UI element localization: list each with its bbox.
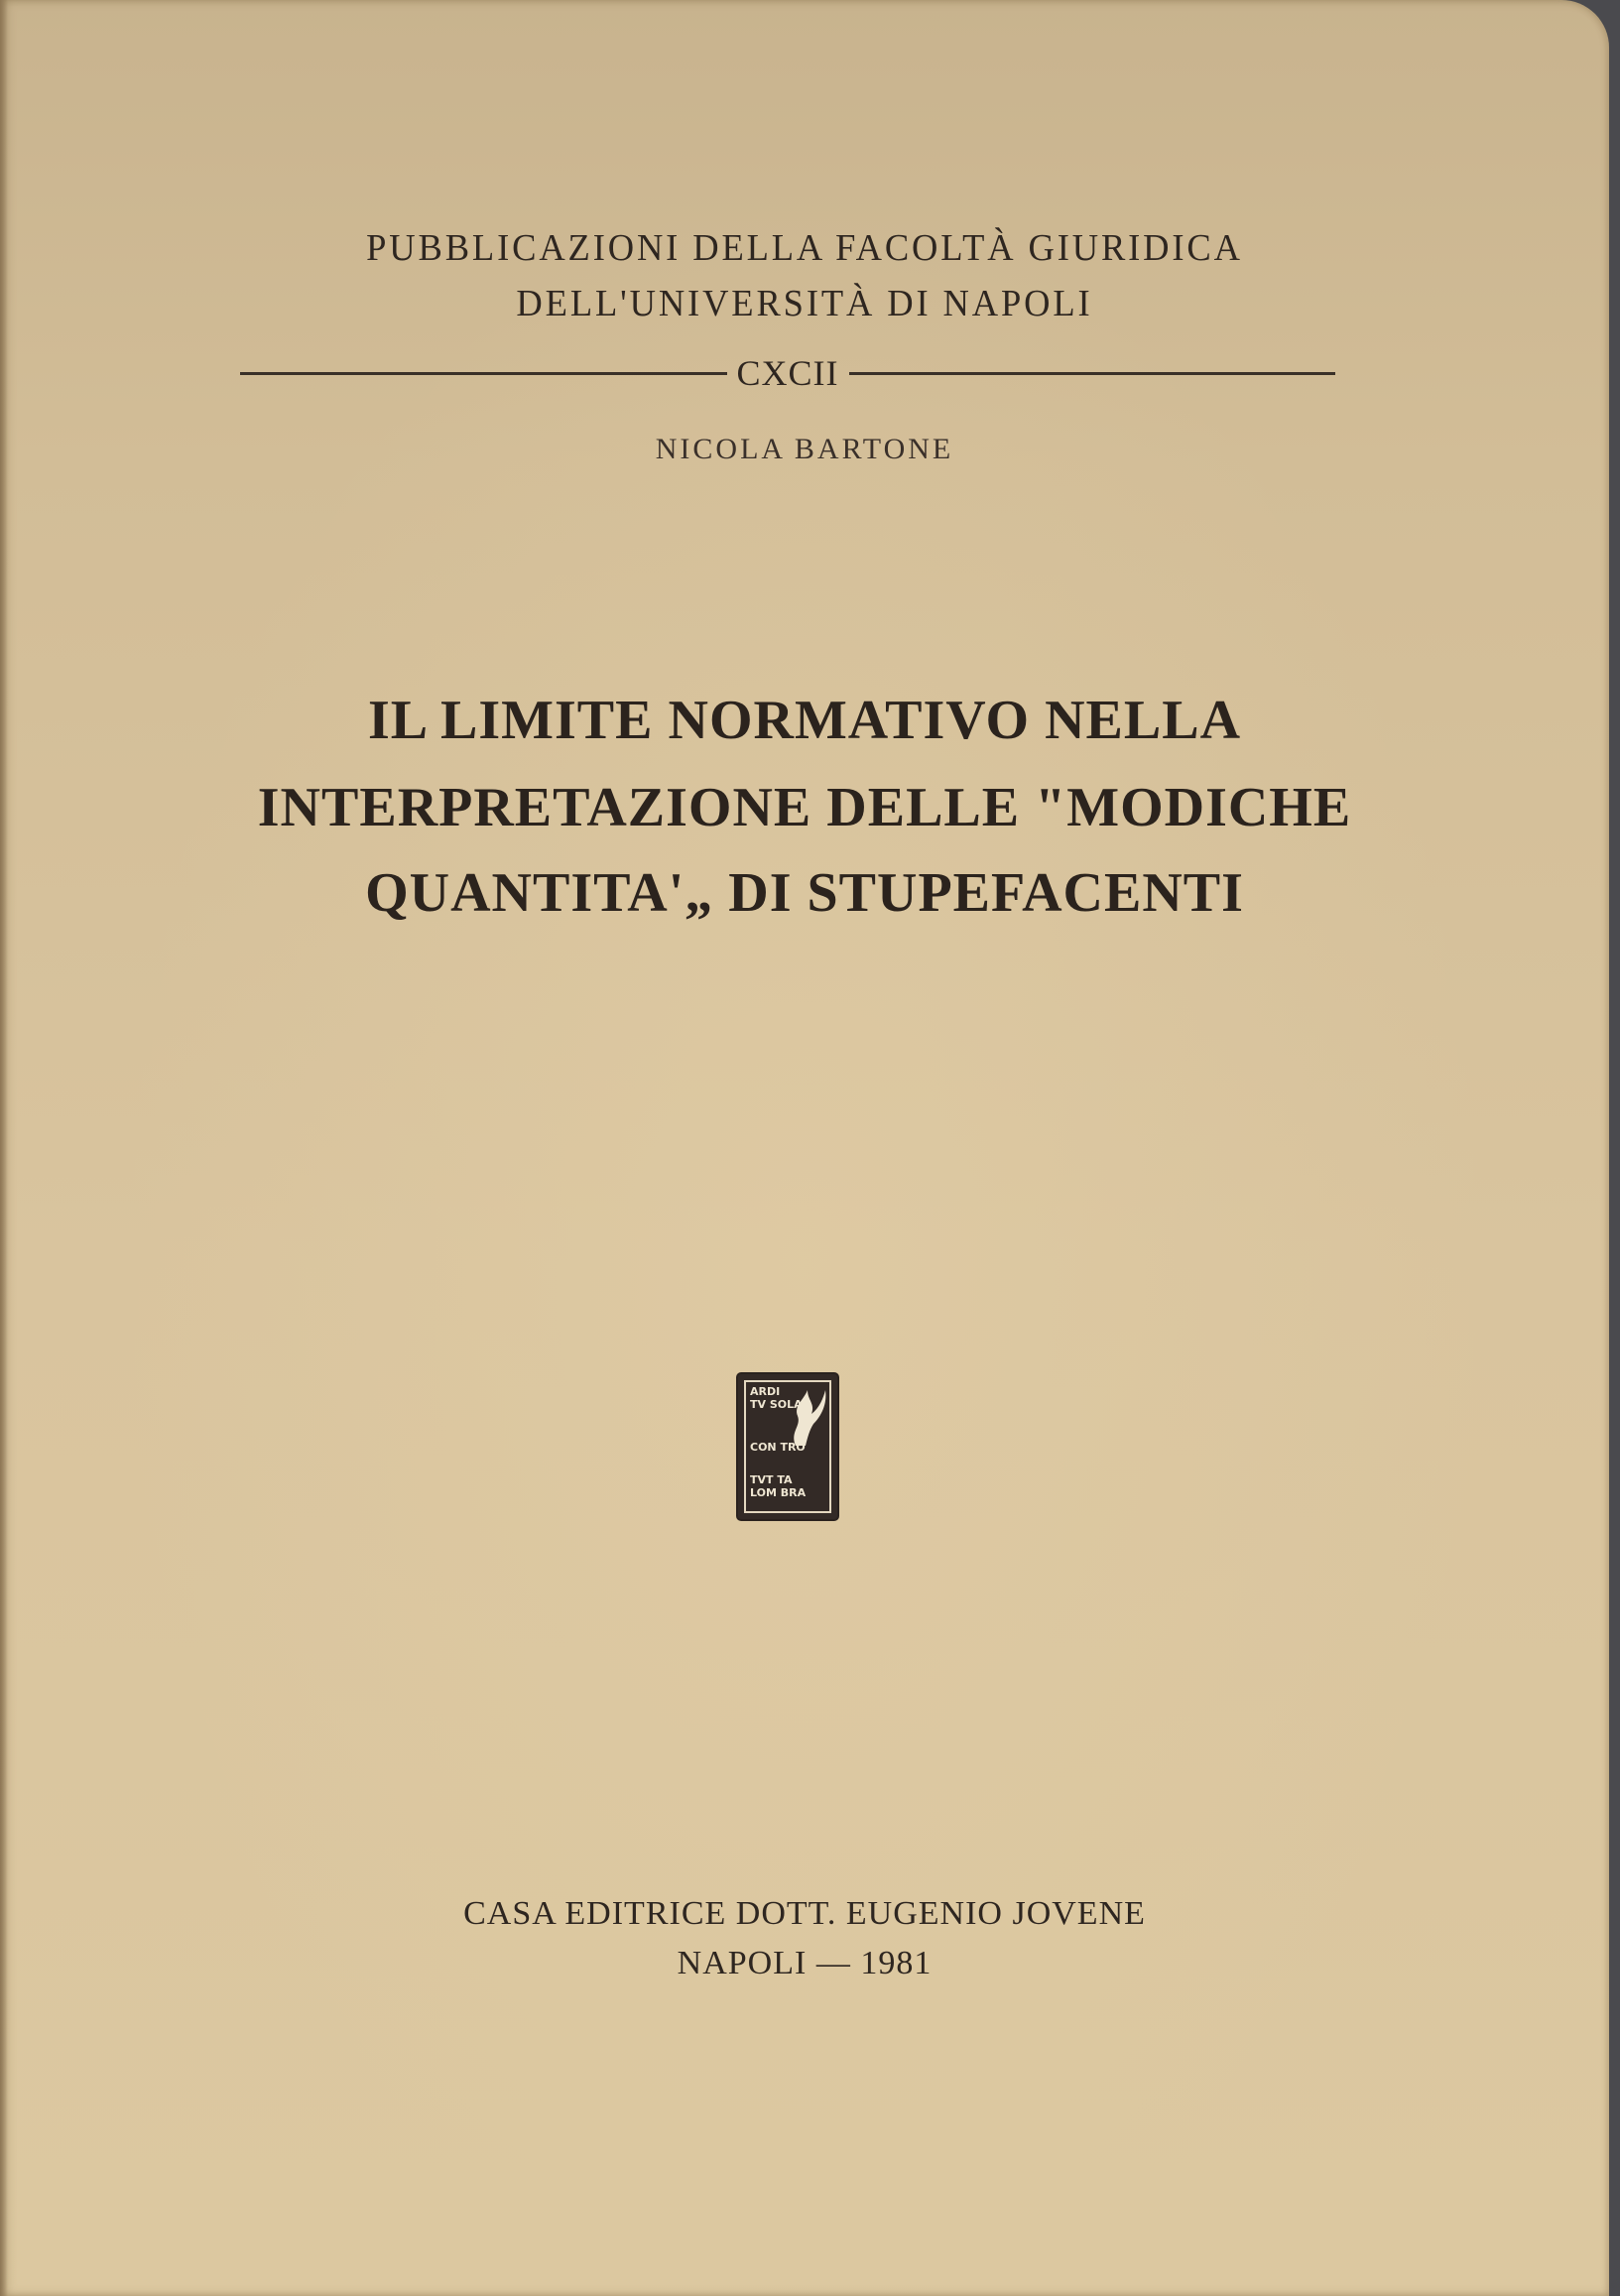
emblem-frame bbox=[744, 1380, 831, 1513]
series-title-line-2: DELL'UNIVERSITÀ DI NAPOLI bbox=[516, 283, 1093, 324]
flame-icon bbox=[786, 1386, 829, 1446]
emblem-text-row-4: TVT TA bbox=[750, 1473, 793, 1486]
publisher-name: CASA EDITRICE DOTT. EUGENIO JOVENE bbox=[463, 1895, 1146, 1932]
emblem-text-row-1: ARDI bbox=[750, 1385, 781, 1398]
publisher-torch-emblem-icon bbox=[738, 1374, 837, 1519]
rule-left bbox=[240, 372, 727, 375]
series-number: CXCII bbox=[736, 353, 839, 393]
emblem-text-row-2: TV SOLA bbox=[750, 1398, 803, 1411]
rule-right bbox=[849, 372, 1336, 375]
book-title-line-2: INTERPRETAZIONE DELLE "MODICHE bbox=[257, 777, 1352, 838]
emblem-text-row-3: CON TRO bbox=[750, 1441, 806, 1454]
book-title-line-1: IL LIMITE NORMATIVO NELLA bbox=[367, 690, 1242, 751]
series-number-rule bbox=[240, 353, 1335, 393]
publication-place-year: NAPOLI — 1981 bbox=[677, 1945, 933, 1981]
author-name: NICOLA BARTONE bbox=[655, 433, 954, 465]
emblem-text-row-5: LOM BRA bbox=[750, 1486, 807, 1499]
book-title-line-3: QUANTITA'„ DI STUPEFACENTI bbox=[365, 862, 1244, 924]
series-title-line-1: PUBBLICAZIONI DELLA FACOLTÀ GIURIDICA bbox=[366, 227, 1243, 269]
